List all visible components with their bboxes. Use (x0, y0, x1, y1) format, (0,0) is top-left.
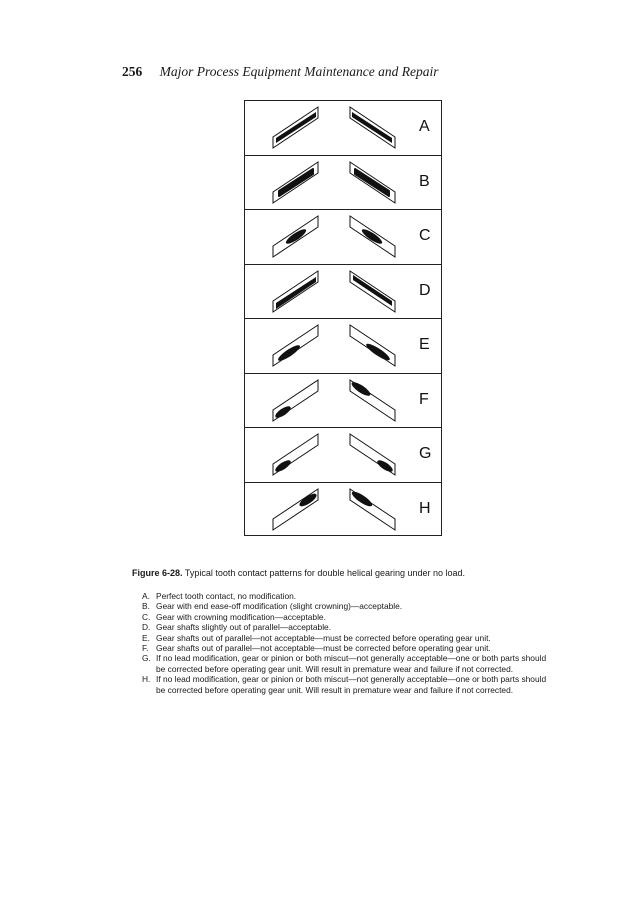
page-number: 256 (122, 64, 143, 79)
tooth-pattern-a (245, 101, 415, 155)
panel-a (245, 101, 441, 156)
contact-patch-right (352, 112, 392, 143)
running-title: Major Process Equipment Maintenance and Repair (159, 64, 439, 79)
panel-e (245, 319, 441, 374)
note-text: Gear shafts slightly out of parallel—acceptable. (156, 622, 332, 633)
tooth-pattern-c (245, 210, 415, 264)
note-letter: C. (142, 611, 151, 622)
panel-letter: D (419, 281, 431, 299)
tooth-pattern-h (245, 483, 415, 537)
note-letter: F. (142, 643, 149, 654)
contact-patch-left (279, 169, 313, 196)
figure-caption (132, 568, 552, 578)
figure-label: Figure 6-28. (132, 568, 183, 578)
panel-g (245, 428, 441, 483)
figure-caption-text: Typical tooth contact patterns for double helical gearing under no load. (184, 568, 466, 578)
panel-letter: H (419, 499, 431, 517)
panel-letter: G (419, 445, 432, 462)
panel-letter: E (419, 336, 430, 353)
tooth-pattern-f (245, 374, 415, 428)
panel-letter: A (419, 118, 430, 135)
note-letter: A. (142, 591, 150, 601)
note-text: Gear shafts out of parallel—not acceptable—must be corrected before operating gear unit. (156, 643, 491, 654)
contact-patch-right (355, 169, 389, 196)
panel-b (245, 156, 441, 211)
note-text: Gear with crowning modification—acceptable. (156, 611, 326, 622)
note-letter: G. (142, 653, 151, 664)
tooth-pattern-e (245, 319, 415, 373)
note-text: Perfect tooth contact, no modification. (156, 591, 297, 601)
note-item (142, 643, 550, 653)
note-item (142, 601, 550, 611)
note-text: Gear shafts out of parallel—not acceptable—must be corrected before operating gear unit. (156, 632, 491, 643)
note-text: Gear with end ease-off modification (slight crowning)—acceptable. (156, 601, 403, 612)
panel-h (245, 483, 441, 538)
note-letter: D. (142, 622, 151, 633)
panel-letter: C (419, 227, 431, 244)
note-letter: H. (142, 674, 151, 685)
panel-c (245, 210, 441, 265)
note-item (142, 622, 550, 632)
contact-patch-left (276, 277, 316, 309)
note-item (142, 612, 550, 622)
panel-d (245, 265, 441, 320)
contact-patch-right (353, 275, 392, 306)
note-letter: E. (142, 632, 150, 643)
tooth-pattern-g (245, 428, 415, 482)
panel-f (245, 374, 441, 429)
tooth-contact-figure (244, 100, 442, 536)
tooth-pattern-b (245, 156, 415, 210)
note-item (142, 633, 550, 643)
note-letter: B. (142, 601, 150, 612)
panel-letter: B (419, 172, 430, 190)
figure-notes (142, 591, 550, 695)
note-item (142, 653, 550, 674)
note-item (142, 591, 550, 601)
note-item (142, 674, 550, 695)
note-text: If no lead modification, gear or pinion or both miscut—not generally acceptable—one or both parts should be corrected before operating gear unit. Will result in premature wear and failure if not corrected. (156, 653, 547, 674)
page-header (122, 64, 438, 80)
note-text: If no lead modification, gear or pinion or both miscut—not generally acceptable—one or both parts should be corrected before operating gear unit. Will result in premature wear and failure if not corrected. (156, 674, 547, 695)
contact-patch-left (276, 112, 316, 143)
tooth-pattern-d (245, 265, 415, 319)
panel-letter: F (419, 390, 429, 408)
